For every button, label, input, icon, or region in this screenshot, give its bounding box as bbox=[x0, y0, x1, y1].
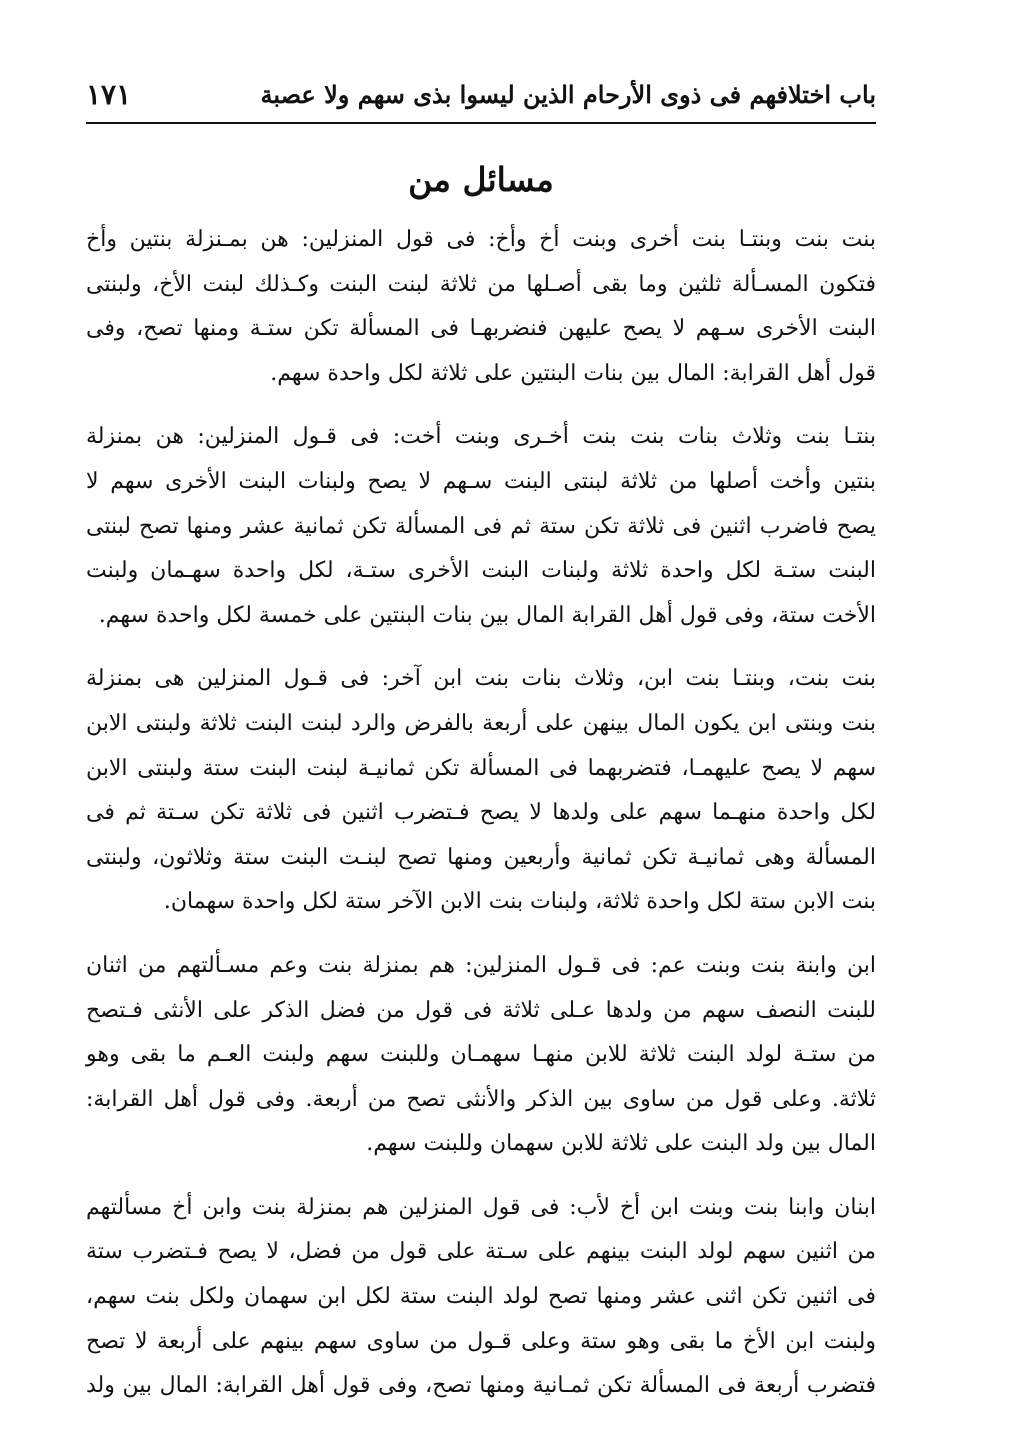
text-line: ابنان وابنا بنت وبنت ابن أخ لأب: فى قول المنزلين هم بمنزلة بنت وابن أخ مسألتهم bbox=[86, 1194, 876, 1220]
text-line: لكل واحدة منهـما سهم على ولدها لا يصح فـتضرب اثنين فى ثلاثة تكن سـتة ثم فى bbox=[86, 800, 876, 826]
section-title: مسائل من bbox=[408, 160, 554, 199]
header-rule bbox=[86, 122, 876, 124]
text-line: ولبنت ابن الأخ ما بقى وهو ستة وعلى قـول من ساوى سهم بينهم على أربعة لا تصح bbox=[86, 1328, 876, 1354]
text-line: للبنت النصف سهم من ولدها عـلى ثلاثة فى قول من فضل الذكر على الأنثى فـتصح bbox=[86, 997, 876, 1023]
text-line: بنت الابن ستة لكل واحدة ثلاثة، ولبنات بنت الابن الآخر ستة لكل واحدة سهمان. bbox=[163, 889, 876, 915]
text-line: قول أهل القرابة: المال بين بنات البنتين على ثلاثة لكل واحدة سهم. bbox=[270, 360, 876, 386]
paragraph-gap bbox=[86, 925, 876, 944]
page-body bbox=[86, 218, 876, 1409]
text-line: بنت بنت، وبنتـا بنت ابن، وثلاث بنات بنت ابن آخر: فى قـول المنزلين هى بمنزلة bbox=[86, 666, 876, 692]
paragraph-gap bbox=[86, 638, 876, 657]
text-line: بنتـا بنت وثلاث بنات بنت بنت أخـرى وبنت أخت: فى قـول المنزلين: هن بمنزلة bbox=[86, 424, 876, 450]
text-line: فتكون المسـألة ثلثين وما بقى أصـلها من ثلاثة لبنت البنت وكـذلك لبنت الأخ، ولبنتى bbox=[86, 271, 876, 297]
text-line: من اثنين سهم لولد البنت بينهم على سـتة على قول من فضل، لا يصح فـتضرب ستة bbox=[86, 1239, 876, 1265]
paragraph bbox=[86, 657, 876, 925]
text-line: بنتين وأخت أصلها من ثلاثة لبنتى البنت سـهم لا يصح ولبنات البنت الأخرى سهم لا bbox=[86, 468, 876, 494]
text-line: ثلاثة. وعلى قول من ساوى بين الذكر والأنثى تصح من أربعة. وفى قول أهل القرابة: bbox=[86, 1086, 876, 1112]
text-line: الأخت ستة، وفى قول أهل القرابة المال بين بنات البنتين على خمسة لكل واحدة سهم. bbox=[98, 602, 876, 628]
text-line: سهم لا يصح عليهمـا، فتضربهما فى المسألة تكن ثمانيـة لبنت البنت ستة ولبنتى الابن bbox=[86, 755, 876, 781]
text-line: المسألة وهى ثمانيـة تكن ثمانية وأربعين ومنها تصح لبنـت البنت ستة وثلاثون، ولبنتى bbox=[86, 844, 876, 870]
text-line: بنت وبنتى ابن يكون المال بينهن على أربعة بالفرض والرد لبنت البنت ثلاثة ولبنتى الابن bbox=[86, 710, 876, 736]
text-line: بنت بنت وبنتـا بنت أخرى وبنت أخ وأخ: فى قول المنزلين: هن بمـنزلة بنتين وأخ bbox=[86, 227, 876, 252]
text-line: فى اثنين تكن اثنى عشر ومنها تصح لولد البنت ستة لكل ابن سهمان ولكل بنت سهم، bbox=[86, 1284, 876, 1310]
paragraph-gap bbox=[86, 1167, 876, 1186]
text-line: المال بين ولد البنت على ثلاثة للابن سهمان وللبنت سهم. bbox=[366, 1131, 876, 1157]
running-header bbox=[86, 78, 876, 120]
paragraph bbox=[86, 415, 876, 638]
text-line: فتضرب أربعة فى المسألة تكن ثمـانية ومنها تصح، وفى قول أهل القرابة: المال بين ولد bbox=[86, 1373, 876, 1399]
paragraph bbox=[86, 218, 876, 396]
text-line: ابن وابنة بنت وبنت عم: فى قـول المنزلين: هم بمنزلة بنت وعم مسـألتهم من اثنان bbox=[86, 952, 876, 978]
text-line: البنت ستـة لكل واحدة ثلاثة ولبنات البنت الأخرى ستـة، لكل واحدة سهـمان ولبنت bbox=[86, 558, 876, 584]
paragraph-gap bbox=[86, 396, 876, 415]
running-title: باب اختلافهم فى ذوى الأرحام الذين ليسوا بذى سهم ولا عصبة bbox=[260, 80, 876, 109]
text-line: البنت الأخرى سـهم لا يصح عليهن فنضربهـا فى المسألة تكن ستـة ومنها تصح، وفى bbox=[86, 316, 876, 342]
paragraph bbox=[86, 1186, 876, 1409]
text-line: من ستـة لولد البنت ثلاثة للابن منهـا سهمـان وللبنت سهم ولبنت العـم ما بقى وهو bbox=[86, 1042, 876, 1068]
text-line: يصح فاضرب اثنين فى ثلاثة تكن ستة ثم فى المسألة تكن ثمانية عشر ومنها تصح لبنتى bbox=[86, 513, 876, 539]
paragraph bbox=[86, 944, 876, 1167]
page-number: ١٧١ bbox=[86, 78, 132, 111]
